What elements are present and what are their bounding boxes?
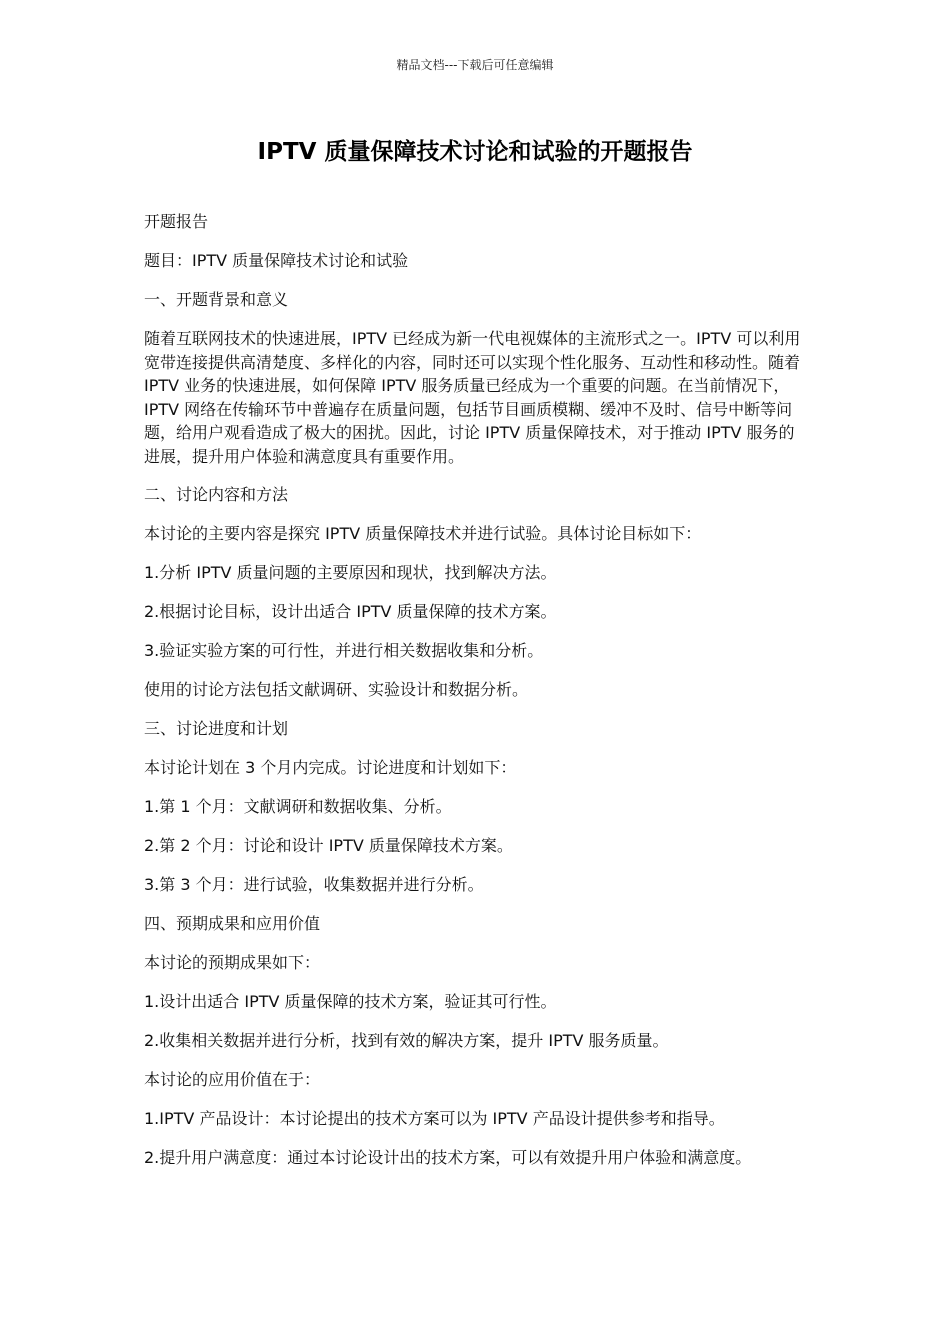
outcome-item-2: 2.收集相关数据并进行分析，找到有效的解决方案，提升 IPTV 服务质量。 — [144, 1031, 669, 1050]
value-intro: 本讨论的应用价值在于： — [144, 1070, 321, 1089]
section-heading-2: 二、讨论内容和方法 — [144, 485, 289, 504]
section-heading-1: 一、开题背景和意义 — [144, 290, 289, 309]
schedule-item-1: 1.第 1 个月：文献调研和数据收集、分析。 — [144, 797, 452, 816]
schedule-item-2: 2.第 2 个月：讨论和设计 IPTV 质量保障技术方案。 — [144, 836, 513, 855]
schedule-item-3: 3.第 3 个月：进行试验，收集数据并进行分析。 — [144, 875, 484, 894]
value-item-2: 2.提升用户满意度：通过本讨论设计出的技术方案，可以有效提升用户体验和满意度。 — [144, 1148, 752, 1167]
value-item-1: 1.IPTV 产品设计：本讨论提出的技术方案可以为 IPTV 产品设计提供参考和指导。 — [144, 1109, 725, 1128]
content-intro: 本讨论的主要内容是探究 IPTV 质量保障技术并进行试验。具体讨论目标如下： — [144, 524, 702, 543]
section-label: 开题报告 — [144, 212, 209, 231]
section-heading-3: 三、讨论进度和计划 — [144, 719, 289, 738]
document-body — [144, 210, 808, 1185]
header-note: 精品文档---下载后可任意编辑 — [396, 58, 554, 72]
document-title: IPTV 质量保障技术讨论和试验的开题报告 — [257, 139, 693, 165]
goal-item-1: 1.分析 IPTV 质量问题的主要原因和现状，找到解决方法。 — [144, 563, 557, 582]
schedule-intro: 本讨论计划在 3 个月内完成。讨论进度和计划如下： — [144, 758, 517, 777]
subject-line: 题目：IPTV 质量保障技术讨论和试验 — [144, 251, 409, 270]
outcome-item-1: 1.设计出适合 IPTV 质量保障的技术方案，验证其可行性。 — [144, 992, 557, 1011]
section-heading-4: 四、预期成果和应用价值 — [144, 914, 321, 933]
goal-item-2: 2.根据讨论目标，设计出适合 IPTV 质量保障的技术方案。 — [144, 602, 557, 621]
outcomes-intro: 本讨论的预期成果如下： — [144, 953, 321, 972]
methods-paragraph: 使用的讨论方法包括文献调研、实验设计和数据分析。 — [144, 680, 529, 699]
background-paragraph: 随着互联网技术的快速进展，IPTV 已经成为新一代电视媒体的主流形式之一。IPTV 可以利用宽带连接提供高清楚度、多样化的内容，同时还可以实现个性化服务、互动性和移动性。随着 IPTV 业务的快速进展，如何保障 IPTV 服务质量已经成为一个重要的问题。在当前情况下，IPTV 网络在传输环节中普遍存在质量问题，包括节目画质模糊、缓冲不及时、信号中断等问题，给用户观看造成了极大的困扰。因此，讨论 IPTV 质量保障技术，对于推动 IPTV 服务的进展，提升用户体验和满意度具有重要作用。 — [144, 329, 801, 466]
goal-item-3: 3.验证实验方案的可行性，并进行相关数据收集和分析。 — [144, 641, 544, 660]
